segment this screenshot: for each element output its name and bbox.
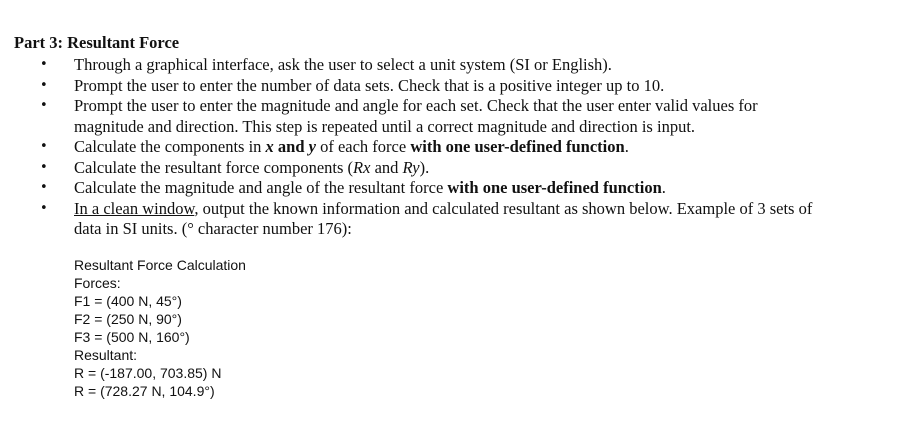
bullet-icon: • bbox=[40, 77, 48, 93]
list-item-text-end: . bbox=[624, 137, 629, 156]
output-line: Resultant: bbox=[74, 346, 138, 363]
output-line: Resultant Force Calculation bbox=[74, 256, 246, 273]
list-item-text-end: . bbox=[661, 178, 666, 197]
bullet-icon: • bbox=[40, 98, 48, 113]
list-item bbox=[14, 55, 904, 76]
y-variable: y bbox=[308, 137, 316, 156]
list-item-text-line2: data in SI units. (° character number 176): bbox=[74, 219, 352, 238]
list-item-text: Calculate the resultant force components ( bbox=[74, 157, 354, 177]
list-item bbox=[14, 158, 904, 179]
x-variable: x bbox=[265, 137, 274, 156]
bullet-icon: • bbox=[40, 200, 48, 216]
bullet-icon: • bbox=[40, 159, 48, 175]
list-item-text: Prompt the user to enter the number of data sets. Check that is a positive integer up to 10. bbox=[74, 75, 665, 95]
and-word: and bbox=[273, 137, 309, 156]
output-line: F3 = (500 N, 160°) bbox=[74, 328, 190, 345]
list-item bbox=[14, 178, 904, 199]
rx-variable: Rx bbox=[353, 157, 371, 177]
list-item-text-mid: of each force bbox=[315, 137, 411, 156]
output-line: F1 = (400 N, 45°) bbox=[74, 292, 182, 309]
underlined-text: In a clean window bbox=[74, 198, 195, 218]
list-item-text-end: ). bbox=[419, 157, 430, 177]
list-item-text-line1: Prompt the user to enter the magnitude and angle for each set. Check that the user enter valid values for bbox=[74, 96, 758, 115]
output-line: Forces: bbox=[74, 274, 121, 291]
list-item-text: Calculate the magnitude and angle of the resultant force bbox=[74, 178, 448, 197]
list-item bbox=[14, 137, 904, 158]
output-line: F2 = (250 N, 90°) bbox=[74, 310, 182, 327]
section-heading: Part 3: Resultant Force bbox=[14, 33, 180, 52]
document-page bbox=[14, 33, 904, 400]
list-item-text-line2: magnitude and direction. This step is repeated until a correct magnitude and direction is input. bbox=[74, 116, 696, 136]
and-word: and bbox=[370, 157, 403, 177]
output-line: R = (728.27 N, 104.9°) bbox=[74, 382, 215, 399]
bullet-icon: • bbox=[40, 180, 48, 195]
list-item bbox=[14, 96, 904, 137]
emphasis-text: with one user-defined function bbox=[447, 178, 662, 197]
list-item-text: , output the known information and calculated resultant as shown below. Example of 3 sets of bbox=[194, 198, 813, 218]
list-item bbox=[14, 76, 904, 97]
output-line: R = (-187.00, 703.85) N bbox=[74, 364, 222, 381]
list-item-text: Through a graphical interface, ask the user to select a unit system (SI or English). bbox=[74, 55, 612, 74]
bullet-icon: • bbox=[40, 139, 48, 154]
list-item-text: Calculate the components in bbox=[74, 137, 266, 156]
list-item bbox=[14, 199, 904, 240]
emphasis-text: with one user-defined function bbox=[410, 137, 625, 156]
sample-output-block bbox=[74, 256, 904, 400]
ry-variable: Ry bbox=[402, 157, 420, 177]
bullet-icon: • bbox=[40, 57, 48, 72]
requirements-list bbox=[14, 55, 904, 240]
